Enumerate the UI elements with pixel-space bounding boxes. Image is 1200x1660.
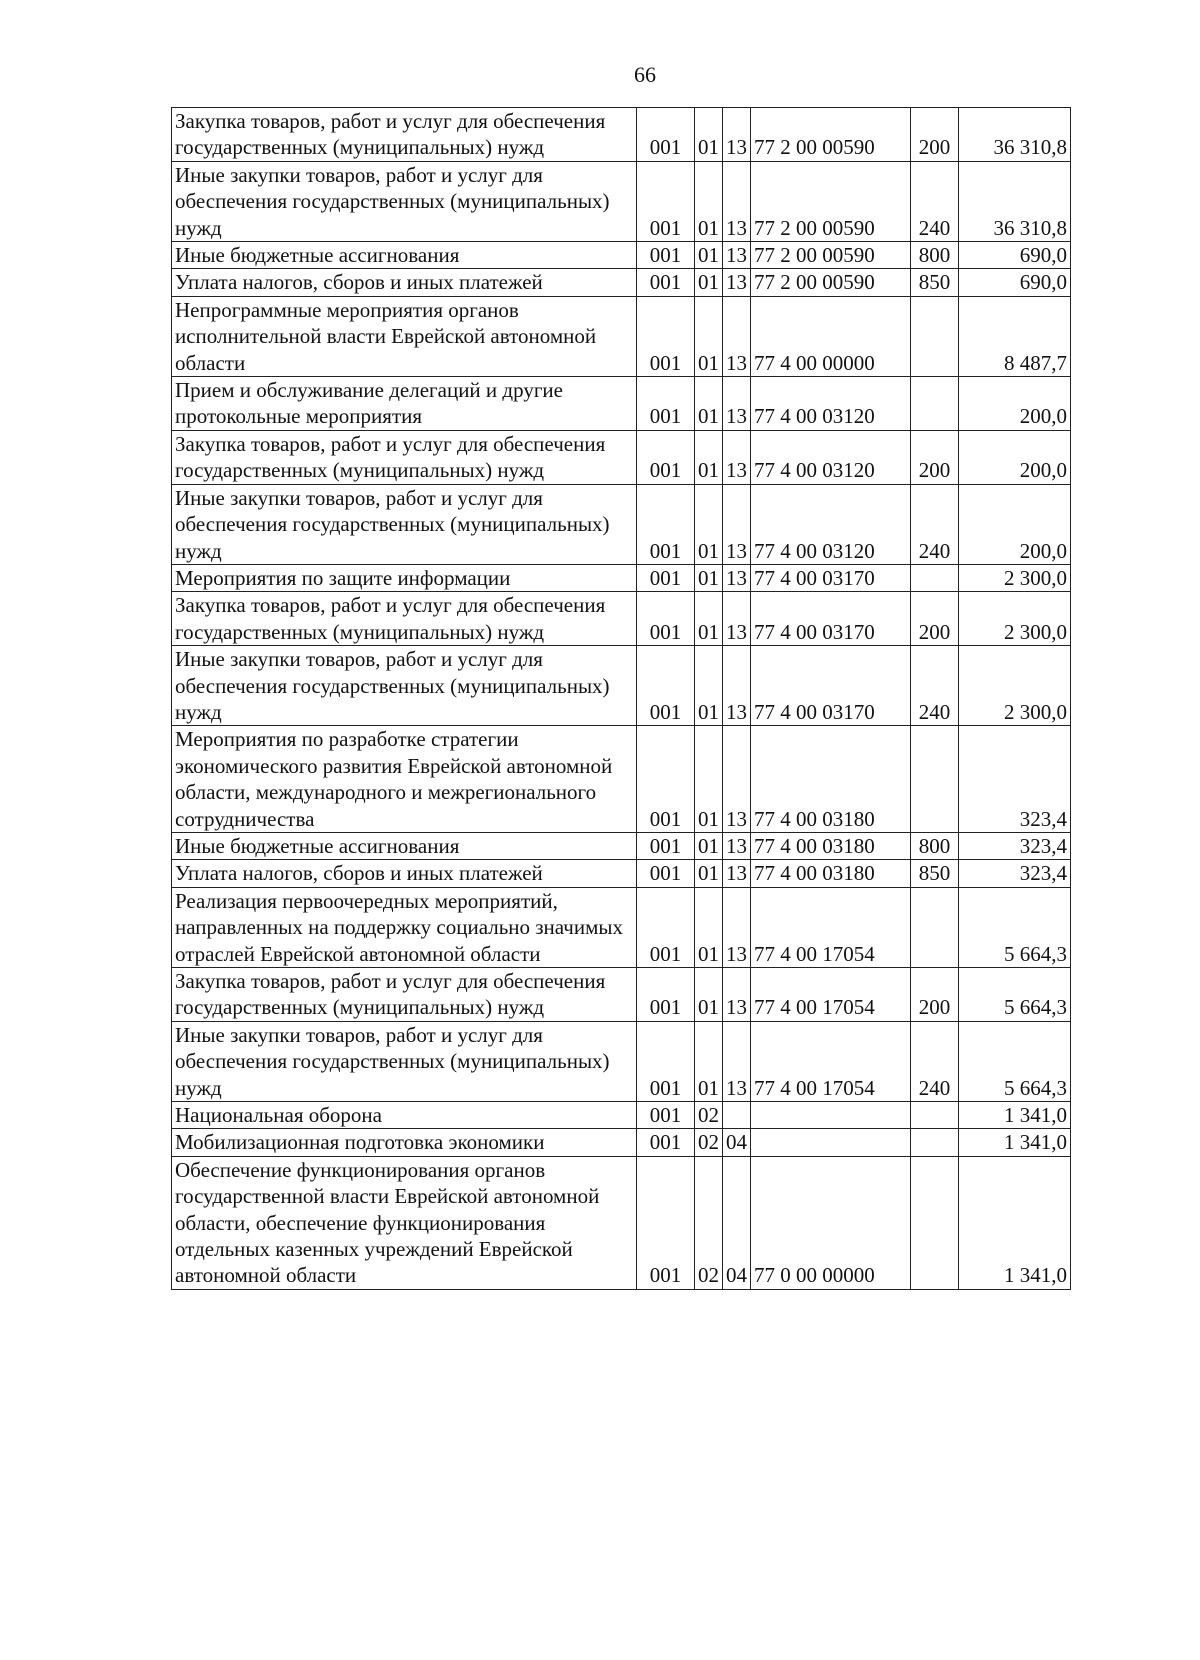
table-row — [172, 430, 1071, 484]
amount-cell: 690,0 — [959, 242, 1071, 269]
subsection-code-cell: 13 — [723, 564, 751, 591]
target-article-cell: 77 4 00 03180 — [751, 832, 911, 859]
section-code-cell: 01 — [695, 161, 723, 241]
target-article-cell — [751, 1102, 911, 1129]
item-name-cell: Национальная оборона — [172, 1102, 637, 1129]
expense-type-cell — [911, 296, 959, 376]
target-article-cell: 77 2 00 00590 — [751, 269, 911, 296]
table-row — [172, 108, 1071, 162]
amount-cell: 2 300,0 — [959, 646, 1071, 726]
table-row — [172, 296, 1071, 376]
ved-code-cell: 001 — [637, 296, 695, 376]
item-name-cell: Уплата налогов, сборов и иных платежей — [172, 269, 637, 296]
amount-cell: 8 487,7 — [959, 296, 1071, 376]
amount-cell: 5 664,3 — [959, 887, 1071, 967]
table-row — [172, 860, 1071, 887]
ved-code-cell: 001 — [637, 564, 695, 591]
table-row — [172, 161, 1071, 241]
item-name-cell: Закупка товаров, работ и услуг для обеспечения государственных (муниципальных) нужд — [172, 968, 637, 1022]
amount-cell: 1 341,0 — [959, 1102, 1071, 1129]
target-article-cell: 77 4 00 03170 — [751, 592, 911, 646]
ved-code-cell: 001 — [637, 269, 695, 296]
section-code-cell: 02 — [695, 1129, 723, 1156]
subsection-code-cell — [723, 1102, 751, 1129]
section-code-cell: 01 — [695, 726, 723, 833]
item-name-cell: Иные бюджетные ассигнования — [172, 832, 637, 859]
subsection-code-cell: 13 — [723, 296, 751, 376]
target-article-cell: 77 4 00 03180 — [751, 726, 911, 833]
subsection-code-cell: 13 — [723, 592, 751, 646]
expense-type-cell: 200 — [911, 430, 959, 484]
target-article-cell: 77 4 00 17054 — [751, 887, 911, 967]
section-code-cell: 02 — [695, 1102, 723, 1129]
ved-code-cell: 001 — [637, 832, 695, 859]
section-code-cell: 01 — [695, 430, 723, 484]
expense-type-cell: 800 — [911, 832, 959, 859]
amount-cell: 2 300,0 — [959, 564, 1071, 591]
section-code-cell: 01 — [695, 377, 723, 431]
item-name-cell: Иные закупки товаров, работ и услуг для обеспечения государственных (муниципальных) нужд — [172, 1021, 637, 1101]
item-name-cell: Закупка товаров, работ и услуг для обеспечения государственных (муниципальных) нужд — [172, 430, 637, 484]
target-article-cell: 77 4 00 00000 — [751, 296, 911, 376]
target-article-cell: 77 4 00 03170 — [751, 646, 911, 726]
subsection-code-cell: 13 — [723, 968, 751, 1022]
subsection-code-cell: 13 — [723, 430, 751, 484]
expense-type-cell: 240 — [911, 646, 959, 726]
section-code-cell: 01 — [695, 484, 723, 564]
section-code-cell: 01 — [695, 564, 723, 591]
target-article-cell: 77 4 00 03120 — [751, 377, 911, 431]
table-row — [172, 887, 1071, 967]
table-row — [172, 484, 1071, 564]
subsection-code-cell: 13 — [723, 161, 751, 241]
item-name-cell: Иные закупки товаров, работ и услуг для обеспечения государственных (муниципальных) нужд — [172, 484, 637, 564]
expense-type-cell — [911, 377, 959, 431]
amount-cell: 36 310,8 — [959, 108, 1071, 162]
subsection-code-cell: 13 — [723, 646, 751, 726]
subsection-code-cell: 13 — [723, 887, 751, 967]
section-code-cell: 01 — [695, 860, 723, 887]
amount-cell: 200,0 — [959, 484, 1071, 564]
amount-cell: 1 341,0 — [959, 1129, 1071, 1156]
expense-type-cell — [911, 1129, 959, 1156]
item-name-cell: Иные закупки товаров, работ и услуг для обеспечения государственных (муниципальных) нужд — [172, 161, 637, 241]
table-row — [172, 377, 1071, 431]
item-name-cell: Прием и обслуживание делегаций и другие протокольные мероприятия — [172, 377, 637, 431]
target-article-cell: 77 2 00 00590 — [751, 242, 911, 269]
expense-type-cell — [911, 887, 959, 967]
target-article-cell: 77 2 00 00590 — [751, 161, 911, 241]
subsection-code-cell: 13 — [723, 726, 751, 833]
item-name-cell: Уплата налогов, сборов и иных платежей — [172, 860, 637, 887]
expense-type-cell: 800 — [911, 242, 959, 269]
expense-type-cell: 200 — [911, 592, 959, 646]
target-article-cell: 77 4 00 03120 — [751, 430, 911, 484]
ved-code-cell: 001 — [637, 484, 695, 564]
table-row — [172, 1102, 1071, 1129]
section-code-cell: 01 — [695, 592, 723, 646]
ved-code-cell: 001 — [637, 726, 695, 833]
expense-type-cell — [911, 564, 959, 591]
ved-code-cell: 001 — [637, 646, 695, 726]
amount-cell: 36 310,8 — [959, 161, 1071, 241]
ved-code-cell: 001 — [637, 161, 695, 241]
budget-table — [171, 107, 1071, 1290]
amount-cell: 323,4 — [959, 832, 1071, 859]
expense-type-cell — [911, 1156, 959, 1289]
ved-code-cell: 001 — [637, 860, 695, 887]
subsection-code-cell: 13 — [723, 108, 751, 162]
ved-code-cell: 001 — [637, 887, 695, 967]
item-name-cell: Мобилизационная подготовка экономики — [172, 1129, 637, 1156]
table-row — [172, 1156, 1071, 1289]
section-code-cell: 02 — [695, 1156, 723, 1289]
subsection-code-cell: 13 — [723, 1021, 751, 1101]
section-code-cell: 01 — [695, 108, 723, 162]
section-code-cell: 01 — [695, 832, 723, 859]
section-code-cell: 01 — [695, 296, 723, 376]
expense-type-cell — [911, 1102, 959, 1129]
target-article-cell: 77 0 00 00000 — [751, 1156, 911, 1289]
amount-cell: 2 300,0 — [959, 592, 1071, 646]
amount-cell: 323,4 — [959, 860, 1071, 887]
table-row — [172, 269, 1071, 296]
amount-cell: 200,0 — [959, 430, 1071, 484]
target-article-cell: 77 4 00 17054 — [751, 1021, 911, 1101]
table-row — [172, 242, 1071, 269]
subsection-code-cell: 13 — [723, 860, 751, 887]
ved-code-cell: 001 — [637, 108, 695, 162]
target-article-cell — [751, 1129, 911, 1156]
target-article-cell: 77 4 00 03180 — [751, 860, 911, 887]
item-name-cell: Иные закупки товаров, работ и услуг для обеспечения государственных (муниципальных) нужд — [172, 646, 637, 726]
subsection-code-cell: 13 — [723, 269, 751, 296]
ved-code-cell: 001 — [637, 968, 695, 1022]
section-code-cell: 01 — [695, 242, 723, 269]
table-row — [172, 1021, 1071, 1101]
amount-cell: 5 664,3 — [959, 968, 1071, 1022]
section-code-cell: 01 — [695, 646, 723, 726]
ved-code-cell: 001 — [637, 430, 695, 484]
amount-cell: 323,4 — [959, 726, 1071, 833]
item-name-cell: Мероприятия по разработке стратегии экономического развития Еврейской автономной области, международного и межрегионального сотрудничества — [172, 726, 637, 833]
target-article-cell: 77 4 00 03120 — [751, 484, 911, 564]
subsection-code-cell: 13 — [723, 242, 751, 269]
item-name-cell: Реализация первоочередных мероприятий, направленных на поддержку социально значимых отраслей Еврейской автономной области — [172, 887, 637, 967]
ved-code-cell: 001 — [637, 1156, 695, 1289]
section-code-cell: 01 — [695, 968, 723, 1022]
table-row — [172, 832, 1071, 859]
ved-code-cell: 001 — [637, 1102, 695, 1129]
expense-type-cell: 850 — [911, 860, 959, 887]
expense-type-cell: 240 — [911, 1021, 959, 1101]
item-name-cell: Непрограммные мероприятия органов исполнительной власти Еврейской автономной области — [172, 296, 637, 376]
amount-cell: 5 664,3 — [959, 1021, 1071, 1101]
section-code-cell: 01 — [695, 1021, 723, 1101]
subsection-code-cell: 13 — [723, 484, 751, 564]
amount-cell: 1 341,0 — [959, 1156, 1071, 1289]
table-row — [172, 968, 1071, 1022]
expense-type-cell: 240 — [911, 484, 959, 564]
table-row — [172, 726, 1071, 833]
expense-type-cell: 850 — [911, 269, 959, 296]
expense-type-cell: 200 — [911, 968, 959, 1022]
page-number: 66 — [634, 62, 656, 87]
table-row — [172, 1129, 1071, 1156]
amount-cell: 690,0 — [959, 269, 1071, 296]
target-article-cell: 77 4 00 03170 — [751, 564, 911, 591]
item-name-cell: Иные бюджетные ассигнования — [172, 242, 637, 269]
item-name-cell: Закупка товаров, работ и услуг для обеспечения государственных (муниципальных) нужд — [172, 592, 637, 646]
ved-code-cell: 001 — [637, 242, 695, 269]
item-name-cell: Обеспечение функционирования органов государственной власти Еврейской автономной области, обеспечение функционирования отдельных казенных учреждений Еврейской автономной области — [172, 1156, 637, 1289]
target-article-cell: 77 2 00 00590 — [751, 108, 911, 162]
ved-code-cell: 001 — [637, 592, 695, 646]
section-code-cell: 01 — [695, 269, 723, 296]
expense-type-cell: 240 — [911, 161, 959, 241]
section-code-cell: 01 — [695, 887, 723, 967]
subsection-code-cell: 13 — [723, 832, 751, 859]
item-name-cell: Мероприятия по защите информации — [172, 564, 637, 591]
subsection-code-cell: 04 — [723, 1129, 751, 1156]
subsection-code-cell: 13 — [723, 377, 751, 431]
budget-table-body — [172, 108, 1071, 1290]
ved-code-cell: 001 — [637, 1021, 695, 1101]
expense-type-cell — [911, 726, 959, 833]
table-row — [172, 646, 1071, 726]
ved-code-cell: 001 — [637, 1129, 695, 1156]
table-row — [172, 592, 1071, 646]
expense-type-cell: 200 — [911, 108, 959, 162]
subsection-code-cell: 04 — [723, 1156, 751, 1289]
amount-cell: 200,0 — [959, 377, 1071, 431]
target-article-cell: 77 4 00 17054 — [751, 968, 911, 1022]
table-row — [172, 564, 1071, 591]
ved-code-cell: 001 — [637, 377, 695, 431]
item-name-cell: Закупка товаров, работ и услуг для обеспечения государственных (муниципальных) нужд — [172, 108, 637, 162]
